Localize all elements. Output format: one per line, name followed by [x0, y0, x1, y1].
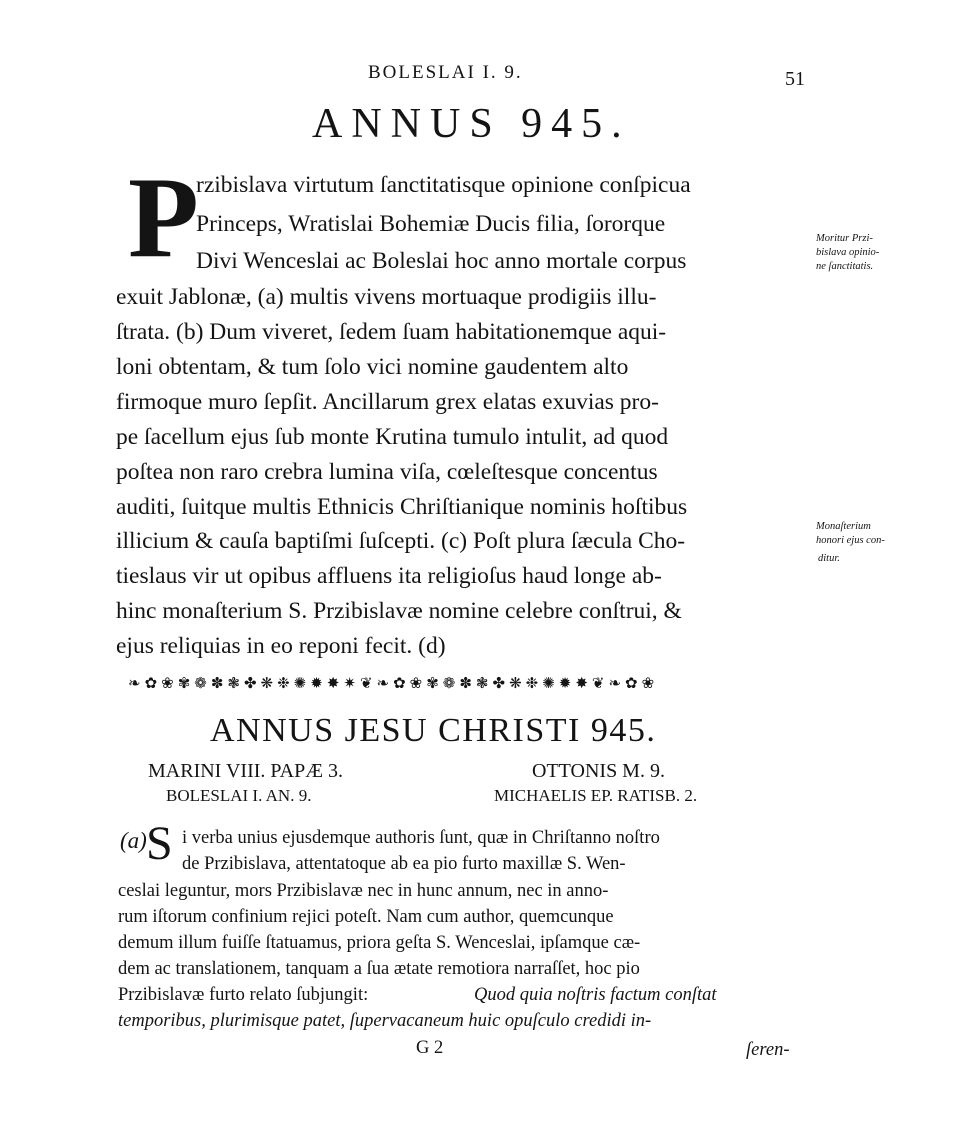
margin-note: honori ejus con- [816, 535, 885, 546]
signature-mark: G 2 [416, 1038, 444, 1058]
reign-line: OTTONIS M. 9. [532, 760, 665, 782]
text-line: illicium & cauſa baptiſmi ſuſcepti. (c) Poſt plura ſæcula Cho- [116, 528, 686, 554]
page-number: 51 [785, 68, 805, 90]
footnote-quote: Quod quia noſtris factum conſtat [474, 985, 717, 1005]
text-line: Divi Wenceslai ac Boleslai hoc anno mortale corpus [196, 248, 687, 274]
text-line: rzibislava virtutum ſanctitatisque opinione conſpicua [196, 172, 691, 198]
drop-cap-initial: P [128, 154, 199, 282]
footnote-drop-cap: S [146, 817, 173, 870]
footnote-line: i verba unius ejusdemque authoris ſunt, quæ in Chriſtanno noſtro [182, 828, 660, 848]
reign-line: MICHAELIS EP. RATISB. 2. [494, 786, 698, 805]
margin-note: Monaſterium [816, 521, 871, 532]
margin-note: Moritur Przi- [816, 233, 873, 244]
footnote-line: ceslai leguntur, mors Przibislavæ nec in hunc annum, nec in anno- [118, 881, 609, 901]
footnote-line: temporibus, plurimisque patet, ſupervacaneum huic opuſculo credidi in- [118, 1011, 652, 1031]
running-head: BOLESLAI I. 9. [368, 62, 523, 83]
text-line: loni obtentam, & tum ſolo vici nomine gaudentem alto [116, 354, 629, 380]
year-heading: ANNUS 945. [312, 101, 631, 147]
footnote-line: de Przibislava, attentatoque ab ea pio furto maxillæ S. Wen- [182, 854, 626, 874]
text-line: auditi, ſuitque multis Ethnicis Chriſtianique nominis hoſtibus [116, 494, 688, 520]
margin-note: ditur. [818, 553, 840, 564]
text-line: exuit Jablonæ, (a) multis vivens mortuaque prodigiis illu- [116, 284, 657, 310]
text-line: hinc monaſterium S. Przibislavæ nomine celebre conſtrui, & [116, 598, 682, 624]
text-line: ejus reliquias in eo reponi fecit. (d) [116, 633, 446, 659]
footnote-line: Przibislavæ furto relato ſubjungit: [118, 985, 369, 1005]
footnote-letter: (a) [120, 828, 147, 853]
catchword: ſeren- [746, 1040, 790, 1060]
margin-note: ne ſanctitatis. [816, 261, 874, 272]
text-line: poſtea non raro crebra lumina viſa, cœleſtesque concentus [116, 459, 658, 485]
text-line: pe ſacellum ejus ſub monte Krutina tumulo intulit, ad quod [116, 424, 669, 450]
text-line: ſtrata. (b) Dum viveret, ſedem ſuam habitationemque aqui- [116, 319, 667, 345]
ornament-band: ❧✿❀✾❁✽❃✤❋❉✺✹✸✷❦❧✿❀✾❁✽❃✤❋❉✺✹✸❦❧✿❀ [128, 676, 659, 692]
text-line: firmoque muro ſepſit. Ancillarum grex elatas exuvias pro- [116, 389, 659, 415]
margin-note: bislava opinio- [816, 247, 880, 258]
text-line: Princeps, Wratislai Bohemiæ Ducis filia, ſororque [196, 211, 666, 237]
text-line: tieslaus vir ut opibus affluens ita religioſus haud longe ab- [116, 563, 662, 589]
second-heading: ANNUS JESU CHRISTI 945. [210, 712, 657, 749]
footnote-line: demum illum fuiſſe ſtatuamus, priora geſta S. Wenceslai, ipſamque cæ- [118, 933, 641, 953]
reign-line: MARINI VIII. PAPÆ 3. [148, 760, 344, 782]
footnote-line: rum iſtorum confinium rejici poteſt. Nam cum author, quemcunque [118, 907, 614, 927]
footnote-line: dem ac translationem, tanquam a ſua ætate remotiora narraſſet, hoc pio [118, 959, 640, 979]
reign-line: BOLESLAI I. AN. 9. [166, 786, 312, 805]
